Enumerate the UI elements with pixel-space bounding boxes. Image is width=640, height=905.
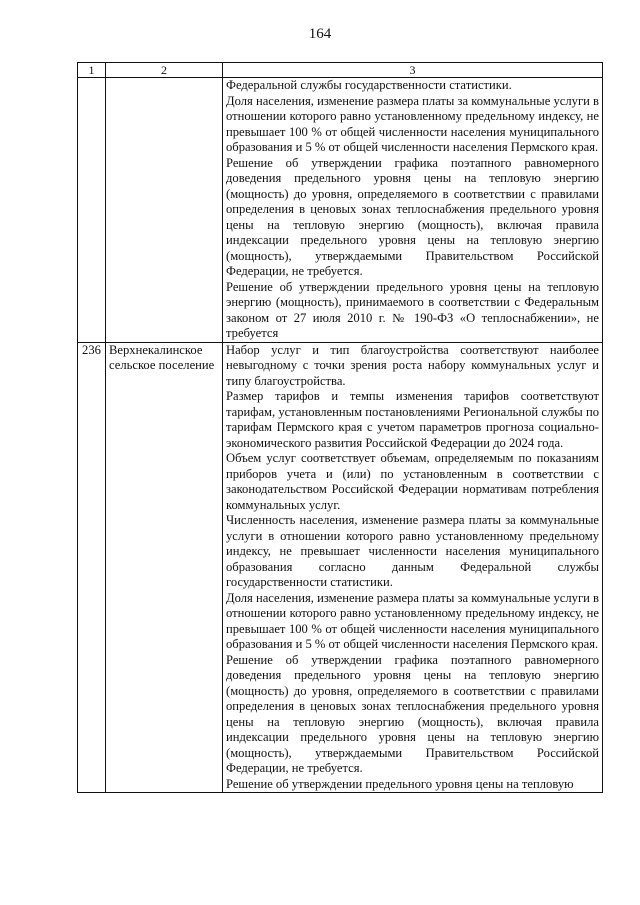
- table-row: [78, 342, 603, 793]
- column-header-1: 1: [78, 63, 106, 78]
- table-header-row: [78, 63, 603, 78]
- description-paragraph: Доля населения, изменение размера платы за коммунальные услуги в отношении которого равно установленному предельному индексу, не превышает 100 % от общей численности населения муниципального образования и 5 % от общей численности населения Пермского края.: [226, 93, 599, 154]
- description-paragraph: Размер тарифов и темпы изменения тарифов соответствуют тарифам, установленным постановлениями Региональной службы по тарифам Пермского края с учетом параметров прогноза социально-экономического развития Российской Федерации до 2024 года.: [226, 389, 599, 450]
- description-paragraph: Федеральной службы государственности статистики.: [226, 78, 512, 92]
- description-paragraph: Доля населения, изменение размера платы за коммунальные услуги в отношении которого равно установленному предельному индексу, не превышает 100 % от общей численности населения муниципального образования и 5 % от общей численности населения Пермского края.: [226, 590, 599, 651]
- settlement-name-cell: Верхнекалинское сельское поселение: [106, 342, 223, 793]
- description-paragraph: Решение об утверждении графика поэтапного равномерного доведения предельного уровня цены на тепловую энергию (мощность) до уровня, определяемого в соответствии с правилами определения в ценовых зонах теплоснабжения предельного уровня цены на тепловую энергию (мощность), включая правила индексации предельного уровня цены на тепловую энергию (мощность), утверждаемыми Правительством Российской Федерации, не требуется.: [226, 155, 599, 278]
- description-paragraph: Численность населения, изменение размера платы за коммунальные услуги в отношении которого равно установленному предельному индексу, не превышает численности населения муниципального образования согласно данным Федеральной службы государственности статистики.: [226, 513, 599, 589]
- description-cell: [223, 342, 603, 793]
- document-table: [77, 62, 603, 793]
- settlement-name-cell: [106, 78, 223, 343]
- description-cell: [223, 78, 603, 343]
- page-number: 164: [308, 26, 332, 42]
- column-header-2: 2: [106, 63, 223, 78]
- description-paragraph: Решение об утверждении графика поэтапного равномерного доведения предельного уровня цены на тепловую энергию (мощность) до уровня, определяемого в соответствии с правилами определения в ценовых зонах теплоснабжения предельного уровня цены на тепловую энергию (мощность), включая правила индексации предельного уровня цены на тепловую энергию (мощность), утверждаемыми Правительством Российской Федерации, не требуется.: [226, 652, 599, 775]
- column-header-3: 3: [223, 63, 603, 78]
- row-number-cell: 236: [78, 342, 106, 793]
- description-paragraph: Объем услуг соответствует объемам, определяемым по показаниям приборов учета и (или) по установленным в соответствии с законодательством Российской Федерации нормативам потребления коммунальных услуг.: [226, 451, 599, 512]
- row-number-cell: [78, 78, 106, 343]
- table-row: [78, 78, 603, 343]
- description-paragraph: Решение об утверждении предельного уровня цены на тепловую энергию (мощность), принимаемого в соответствии с Федеральным законом от 27 июля 2010 г. № 190-ФЗ «О теплоснабжении», не требуется: [226, 279, 599, 340]
- description-paragraph: Решение об утверждении предельного уровня цены на тепловую: [226, 776, 574, 791]
- description-paragraph: Набор услуг и тип благоустройства соответствуют наиболее невыгодному с точки зрения роста набору коммунальных услуг и типу благоустройства.: [226, 342, 599, 388]
